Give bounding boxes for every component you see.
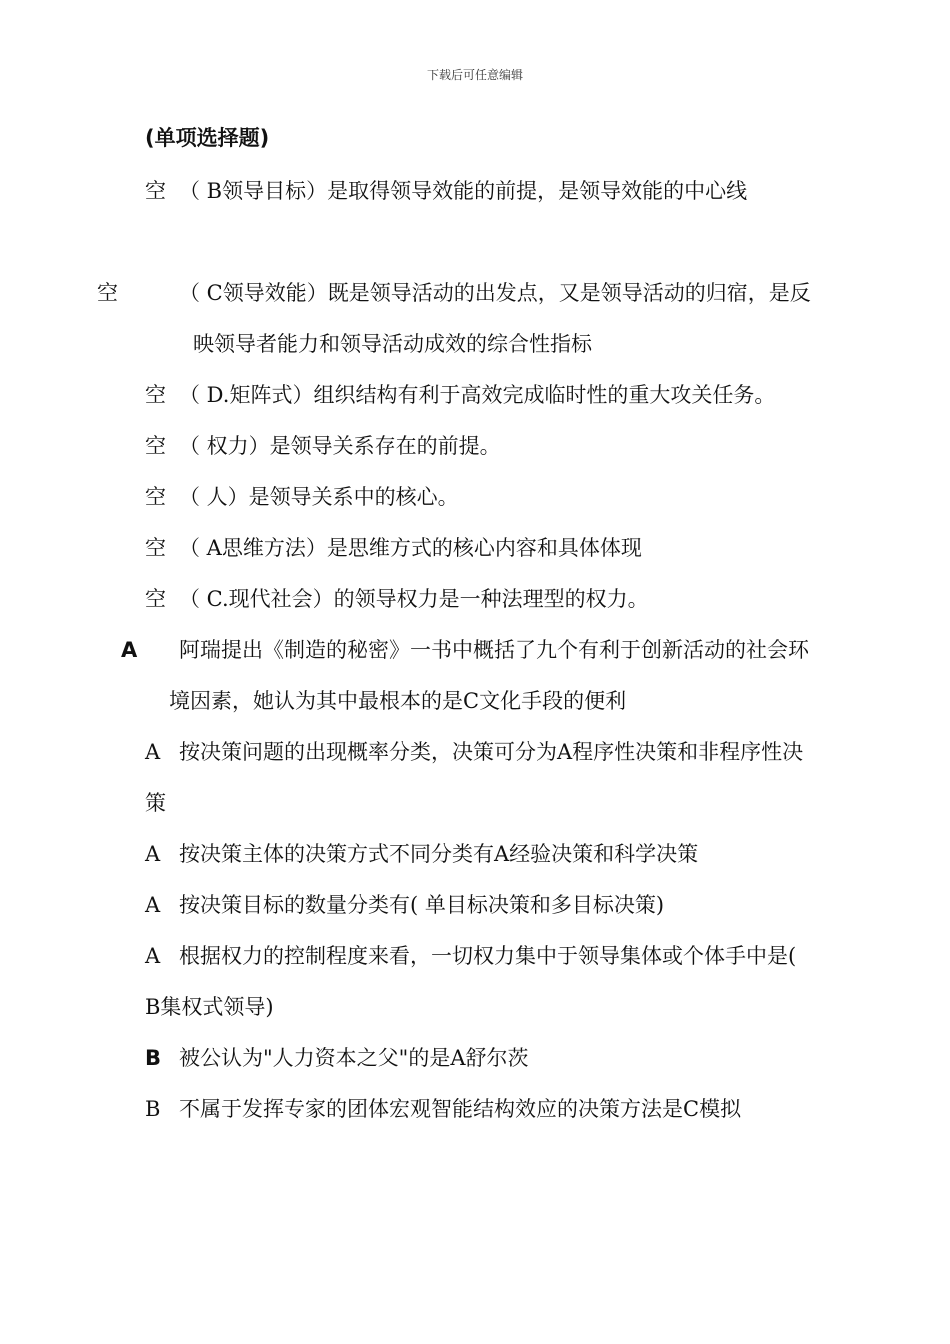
- question-item: [145, 880, 815, 931]
- question-item: [145, 523, 815, 574]
- question-item: [97, 268, 815, 370]
- question-item: [145, 166, 815, 217]
- question-text: 按决策目标的数量分类有( 单目标决策和多目标决策): [179, 893, 665, 917]
- question-item: [145, 574, 815, 625]
- question-marker: 空: [145, 179, 166, 203]
- question-text: （ 权力）是领导关系存在的前提。: [179, 434, 501, 458]
- question-item: [121, 625, 815, 727]
- document-body: [97, 118, 815, 1135]
- question-text: （ C领导效能）既是领导活动的出发点，又是领导活动的归宿，是反映领导者能力和领导活动成效的综合性指标: [179, 281, 811, 356]
- section-title: (单项选择题): [145, 126, 270, 150]
- question-text: （ 人）是领导关系中的核心。: [179, 485, 459, 509]
- question-text: （ C.现代社会）的领导权力是一种法理型的权力。: [179, 587, 649, 611]
- question-text: 被公认为"人力资本之父"的是A舒尔茨: [179, 1046, 529, 1070]
- question-text: （ B领导目标）是取得领导效能的前提，是领导效能的中心线: [179, 179, 748, 203]
- question-marker: 空: [145, 434, 166, 458]
- question-marker: B: [145, 1046, 162, 1070]
- question-item: [145, 931, 815, 1033]
- question-item: [145, 829, 815, 880]
- question-item: [145, 472, 815, 523]
- question-marker: 空: [145, 587, 166, 611]
- question-item: [145, 421, 815, 472]
- question-text: 不属于发挥专家的团体宏观智能结构效应的决策方法是C模拟: [179, 1097, 742, 1121]
- question-marker: A: [145, 842, 161, 866]
- page-header: 下载后可任意编辑: [426, 68, 523, 82]
- question-item: [145, 1084, 815, 1135]
- question-text: （ D.矩阵式）组织结构有利于高效完成临时性的重大攻关任务。: [179, 383, 776, 407]
- question-item: [145, 1033, 815, 1084]
- question-marker: A: [145, 893, 161, 917]
- question-item: [145, 370, 815, 421]
- question-text: 按决策主体的决策方式不同分类有A经验决策和科学决策: [179, 842, 699, 866]
- question-marker: A: [145, 944, 161, 968]
- question-marker: A: [121, 638, 138, 662]
- question-marker: B: [145, 1097, 161, 1121]
- question-text: 阿瑞提出《制造的秘密》一书中概括了九个有利于创新活动的社会环境因素，她认为其中最根本的是C文化手段的便利: [169, 638, 809, 713]
- question-marker: 空: [145, 536, 166, 560]
- question-text: （ A思维方法）是思维方式的核心内容和具体体现: [179, 536, 642, 560]
- question-marker: 空: [145, 383, 166, 407]
- question-text: 按决策问题的出现概率分类，决策可分为A程序性决策和非程序性决策: [145, 740, 804, 815]
- question-text: 根据权力的控制程度来看，一切权力集中于领导集体或个体手中是( B集权式领导): [145, 944, 797, 1019]
- question-marker: 空: [97, 281, 118, 305]
- question-marker: A: [145, 740, 161, 764]
- question-marker: 空: [145, 485, 166, 509]
- question-item: [145, 727, 815, 829]
